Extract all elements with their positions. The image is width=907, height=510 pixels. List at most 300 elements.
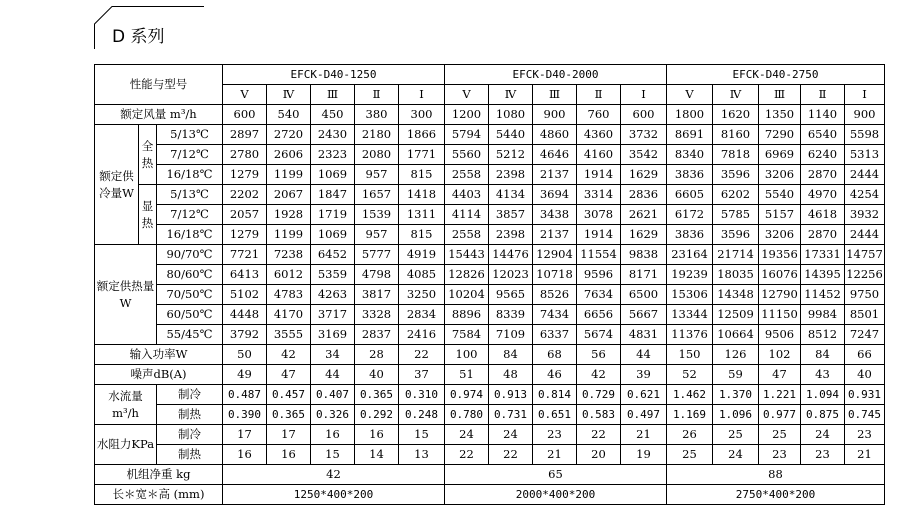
value-cell: 2398 xyxy=(489,165,533,185)
value-cell: 13 xyxy=(399,445,445,465)
value-cell: 0.931 xyxy=(845,385,885,405)
value-cell: 34 xyxy=(311,345,355,365)
value-cell: 16 xyxy=(355,425,399,445)
value-cell: 0.326 xyxy=(311,405,355,425)
value-cell: 5540 xyxy=(759,185,801,205)
value-cell: 6452 xyxy=(311,245,355,265)
value-cell: 2137 xyxy=(533,225,577,245)
value-cell: 2180 xyxy=(355,125,399,145)
value-cell: 10664 xyxy=(713,325,759,345)
level-header: Ⅲ xyxy=(533,85,577,105)
value-cell: 6969 xyxy=(759,145,801,165)
value-cell: 0.814 xyxy=(533,385,577,405)
value-cell: 0.974 xyxy=(445,385,489,405)
cooling-total-row xyxy=(95,165,885,185)
value-cell: 7247 xyxy=(845,325,885,345)
condition-label: 80/60℃ xyxy=(157,265,223,285)
value-cell: 3836 xyxy=(667,225,713,245)
value-cell: 19239 xyxy=(667,265,713,285)
value-cell: 2080 xyxy=(355,145,399,165)
value-cell: 4134 xyxy=(489,185,533,205)
value-cell: 4798 xyxy=(355,265,399,285)
value-cell: 14348 xyxy=(713,285,759,305)
value-cell: 4254 xyxy=(845,185,885,205)
value-cell: 3717 xyxy=(311,305,355,325)
value-cell: 126 xyxy=(713,345,759,365)
value-cell: 3555 xyxy=(267,325,311,345)
value-cell: 0.583 xyxy=(577,405,621,425)
value-cell: 6240 xyxy=(801,145,845,165)
value-cell: 8160 xyxy=(713,125,759,145)
value-cell: 1629 xyxy=(621,225,667,245)
value-cell: 9750 xyxy=(845,285,885,305)
weight-value: 65 xyxy=(445,465,667,485)
value-cell: 3932 xyxy=(845,205,885,225)
value-cell: 39 xyxy=(621,365,667,385)
value-cell: 68 xyxy=(533,345,577,365)
value-cell: 3694 xyxy=(533,185,577,205)
value-cell: 1771 xyxy=(399,145,445,165)
value-cell: 5560 xyxy=(445,145,489,165)
power-label: 输入功率W xyxy=(95,345,223,365)
value-cell: 7238 xyxy=(267,245,311,265)
value-cell: 4085 xyxy=(399,265,445,285)
value-cell: 9565 xyxy=(489,285,533,305)
value-cell: 5667 xyxy=(621,305,667,325)
value-cell: 42 xyxy=(267,345,311,365)
level-header: Ⅱ xyxy=(801,85,845,105)
value-cell: 2444 xyxy=(845,165,885,185)
value-cell: 150 xyxy=(667,345,713,365)
value-cell: 47 xyxy=(759,365,801,385)
value-cell: 5440 xyxy=(489,125,533,145)
value-cell: 0.497 xyxy=(621,405,667,425)
level-header: Ⅴ xyxy=(223,85,267,105)
value-cell: 17 xyxy=(267,425,311,445)
value-cell: 2398 xyxy=(489,225,533,245)
value-cell: 43 xyxy=(801,365,845,385)
value-cell: 4160 xyxy=(577,145,621,165)
weight-value: 88 xyxy=(667,465,885,485)
value-cell: 3328 xyxy=(355,305,399,325)
cooling-sensible-row xyxy=(95,225,885,245)
value-cell: 4860 xyxy=(533,125,577,145)
value-cell: 15 xyxy=(399,425,445,445)
value-cell: 66 xyxy=(845,345,885,365)
value-cell: 300 xyxy=(399,105,445,125)
value-cell: 6337 xyxy=(533,325,577,345)
level-header: Ⅳ xyxy=(713,85,759,105)
condition-label: 16/18℃ xyxy=(157,165,223,185)
value-cell: 17331 xyxy=(801,245,845,265)
level-header: Ⅴ xyxy=(667,85,713,105)
value-cell: 9984 xyxy=(801,305,845,325)
weight-label: 机组净重 kg xyxy=(95,465,223,485)
value-cell: 0.365 xyxy=(267,405,311,425)
value-cell: 1657 xyxy=(355,185,399,205)
value-cell: 2621 xyxy=(621,205,667,225)
value-cell: 957 xyxy=(355,225,399,245)
value-cell: 24 xyxy=(713,445,759,465)
value-cell: 15443 xyxy=(445,245,489,265)
value-cell: 28 xyxy=(355,345,399,365)
value-cell: 14 xyxy=(355,445,399,465)
value-cell: 4970 xyxy=(801,185,845,205)
value-cell: 3206 xyxy=(759,225,801,245)
condition-label: 16/18℃ xyxy=(157,225,223,245)
value-cell: 2323 xyxy=(311,145,355,165)
value-cell: 0.729 xyxy=(577,385,621,405)
model-header: EFCK-D40-1250 xyxy=(223,65,445,85)
value-cell: 6656 xyxy=(577,305,621,325)
value-cell: 15 xyxy=(311,445,355,465)
value-cell: 2870 xyxy=(801,225,845,245)
value-cell: 6605 xyxy=(667,185,713,205)
noise-label: 噪声dB(A) xyxy=(95,365,223,385)
value-cell: 3836 xyxy=(667,165,713,185)
value-cell: 24 xyxy=(801,425,845,445)
value-cell: 0.875 xyxy=(801,405,845,425)
header-row-models xyxy=(95,65,885,85)
water-resistance-label: 水阻力KPa xyxy=(95,425,157,465)
value-cell: 7584 xyxy=(445,325,489,345)
value-cell: 51 xyxy=(445,365,489,385)
value-cell: 7109 xyxy=(489,325,533,345)
value-cell: 16076 xyxy=(759,265,801,285)
value-cell: 2202 xyxy=(223,185,267,205)
value-cell: 1200 xyxy=(445,105,489,125)
level-header: Ⅲ xyxy=(759,85,801,105)
value-cell: 0.292 xyxy=(355,405,399,425)
perf-model-header: 性能与型号 xyxy=(95,65,223,105)
condition-label: 70/50℃ xyxy=(157,285,223,305)
condition-label: 55/45℃ xyxy=(157,325,223,345)
value-cell: 6202 xyxy=(713,185,759,205)
value-cell: 3206 xyxy=(759,165,801,185)
value-cell: 40 xyxy=(355,365,399,385)
value-cell: 16 xyxy=(223,445,267,465)
value-cell: 4618 xyxy=(801,205,845,225)
value-cell: 1.094 xyxy=(801,385,845,405)
value-cell: 3732 xyxy=(621,125,667,145)
value-cell: 900 xyxy=(533,105,577,125)
model-header: EFCK-D40-2000 xyxy=(445,65,667,85)
value-cell: 1418 xyxy=(399,185,445,205)
value-cell: 3314 xyxy=(577,185,621,205)
value-cell: 12509 xyxy=(713,305,759,325)
value-cell: 5794 xyxy=(445,125,489,145)
sensible-heat-label: 显热 xyxy=(139,185,157,245)
value-cell: 5785 xyxy=(713,205,759,225)
spec-table xyxy=(94,64,885,505)
value-cell: 11150 xyxy=(759,305,801,325)
value-cell: 3596 xyxy=(713,225,759,245)
value-cell: 3857 xyxy=(489,205,533,225)
value-cell: 21 xyxy=(533,445,577,465)
model-header: EFCK-D40-2750 xyxy=(667,65,885,85)
value-cell: 600 xyxy=(223,105,267,125)
value-cell: 22 xyxy=(577,425,621,445)
value-cell: 1539 xyxy=(355,205,399,225)
value-cell: 2837 xyxy=(355,325,399,345)
level-header: Ⅳ xyxy=(489,85,533,105)
condition-label: 5/13℃ xyxy=(157,125,223,145)
value-cell: 7634 xyxy=(577,285,621,305)
value-cell: 59 xyxy=(713,365,759,385)
value-cell: 19 xyxy=(621,445,667,465)
value-cell: 4114 xyxy=(445,205,489,225)
value-cell: 8171 xyxy=(621,265,667,285)
value-cell: 56 xyxy=(577,345,621,365)
value-cell: 9838 xyxy=(621,245,667,265)
cooling-total-row xyxy=(95,125,885,145)
value-cell: 1069 xyxy=(311,165,355,185)
water-flow-label: 水流量m³/h xyxy=(95,385,157,425)
value-cell: 24 xyxy=(445,425,489,445)
condition-label: 5/13℃ xyxy=(157,185,223,205)
heating-row xyxy=(95,245,885,265)
power-row xyxy=(95,345,885,365)
water-flow-cool-row xyxy=(95,385,885,405)
value-cell: 4783 xyxy=(267,285,311,305)
value-cell: 23 xyxy=(845,425,885,445)
value-cell: 102 xyxy=(759,345,801,365)
value-cell: 0.651 xyxy=(533,405,577,425)
value-cell: 7290 xyxy=(759,125,801,145)
value-cell: 5598 xyxy=(845,125,885,145)
value-cell: 49 xyxy=(223,365,267,385)
water-flow-heat-row xyxy=(95,405,885,425)
value-cell: 1719 xyxy=(311,205,355,225)
value-cell: 23 xyxy=(801,445,845,465)
level-header: Ⅱ xyxy=(355,85,399,105)
value-cell: 21 xyxy=(621,425,667,445)
weight-value: 42 xyxy=(223,465,445,485)
value-cell: 3169 xyxy=(311,325,355,345)
value-cell: 13344 xyxy=(667,305,713,325)
value-cell: 2834 xyxy=(399,305,445,325)
airflow-label: 额定风量 m³/h xyxy=(95,105,223,125)
value-cell: 1866 xyxy=(399,125,445,145)
value-cell: 6413 xyxy=(223,265,267,285)
value-cell: 84 xyxy=(489,345,533,365)
value-cell: 0.780 xyxy=(445,405,489,425)
value-cell: 11376 xyxy=(667,325,713,345)
value-cell: 12904 xyxy=(533,245,577,265)
value-cell: 0.310 xyxy=(399,385,445,405)
value-cell: 1279 xyxy=(223,225,267,245)
cooling-sensible-row xyxy=(95,185,885,205)
value-cell: 1080 xyxy=(489,105,533,125)
value-cell: 540 xyxy=(267,105,311,125)
value-cell: 18035 xyxy=(713,265,759,285)
value-cell: 12256 xyxy=(845,265,885,285)
value-cell: 815 xyxy=(399,165,445,185)
value-cell: 24 xyxy=(489,425,533,445)
value-cell: 22 xyxy=(445,445,489,465)
value-cell: 1.370 xyxy=(713,385,759,405)
value-cell: 3817 xyxy=(355,285,399,305)
value-cell: 2606 xyxy=(267,145,311,165)
value-cell: 3542 xyxy=(621,145,667,165)
value-cell: 3438 xyxy=(533,205,577,225)
value-cell: 1311 xyxy=(399,205,445,225)
value-cell: 5777 xyxy=(355,245,399,265)
airflow-row xyxy=(95,105,885,125)
value-cell: 6500 xyxy=(621,285,667,305)
value-cell: 1847 xyxy=(311,185,355,205)
condition-label: 60/50℃ xyxy=(157,305,223,325)
value-cell: 0.621 xyxy=(621,385,667,405)
value-cell: 4170 xyxy=(267,305,311,325)
value-cell: 47 xyxy=(267,365,311,385)
value-cell: 2057 xyxy=(223,205,267,225)
value-cell: 0.457 xyxy=(267,385,311,405)
mode-label: 制冷 xyxy=(157,385,223,405)
value-cell: 900 xyxy=(845,105,885,125)
value-cell: 14395 xyxy=(801,265,845,285)
value-cell: 0.365 xyxy=(355,385,399,405)
value-cell: 1.462 xyxy=(667,385,713,405)
value-cell: 3792 xyxy=(223,325,267,345)
value-cell: 10718 xyxy=(533,265,577,285)
dimensions-label: 长＊宽＊高 (mm) xyxy=(95,485,223,505)
value-cell: 1800 xyxy=(667,105,713,125)
mode-label: 制热 xyxy=(157,405,223,425)
value-cell: 1.169 xyxy=(667,405,713,425)
value-cell: 22 xyxy=(399,345,445,365)
value-cell: 14757 xyxy=(845,245,885,265)
value-cell: 8526 xyxy=(533,285,577,305)
value-cell: 25 xyxy=(667,445,713,465)
value-cell: 8501 xyxy=(845,305,885,325)
value-cell: 8691 xyxy=(667,125,713,145)
mode-label: 制冷 xyxy=(157,425,223,445)
value-cell: 1199 xyxy=(267,225,311,245)
value-cell: 6012 xyxy=(267,265,311,285)
dimensions-row xyxy=(95,485,885,505)
value-cell: 10204 xyxy=(445,285,489,305)
value-cell: 760 xyxy=(577,105,621,125)
value-cell: 5359 xyxy=(311,265,355,285)
value-cell: 84 xyxy=(801,345,845,365)
value-cell: 26 xyxy=(667,425,713,445)
value-cell: 37 xyxy=(399,365,445,385)
level-header: Ⅲ xyxy=(311,85,355,105)
noise-row xyxy=(95,365,885,385)
value-cell: 21 xyxy=(845,445,885,465)
value-cell: 957 xyxy=(355,165,399,185)
value-cell: 2870 xyxy=(801,165,845,185)
value-cell: 4448 xyxy=(223,305,267,325)
dimensions-value: 2000*400*200 xyxy=(445,485,667,505)
condition-label: 7/12℃ xyxy=(157,205,223,225)
value-cell: 16 xyxy=(267,445,311,465)
value-cell: 1140 xyxy=(801,105,845,125)
value-cell: 1.096 xyxy=(713,405,759,425)
value-cell: 2780 xyxy=(223,145,267,165)
value-cell: 0.977 xyxy=(759,405,801,425)
value-cell: 450 xyxy=(311,105,355,125)
value-cell: 6172 xyxy=(667,205,713,225)
water-res-cool-row xyxy=(95,425,885,445)
value-cell: 0.407 xyxy=(311,385,355,405)
value-cell: 2720 xyxy=(267,125,311,145)
value-cell: 8512 xyxy=(801,325,845,345)
value-cell: 1.221 xyxy=(759,385,801,405)
heating-row xyxy=(95,265,885,285)
value-cell: 1620 xyxy=(713,105,759,125)
value-cell: 15306 xyxy=(667,285,713,305)
value-cell: 17 xyxy=(223,425,267,445)
value-cell: 1914 xyxy=(577,165,621,185)
value-cell: 3596 xyxy=(713,165,759,185)
value-cell: 1928 xyxy=(267,205,311,225)
value-cell: 2137 xyxy=(533,165,577,185)
mode-label: 制热 xyxy=(157,445,223,465)
value-cell: 0.390 xyxy=(223,405,267,425)
value-cell: 4646 xyxy=(533,145,577,165)
level-header: Ⅴ xyxy=(445,85,489,105)
value-cell: 2558 xyxy=(445,225,489,245)
value-cell: 7434 xyxy=(533,305,577,325)
value-cell: 8339 xyxy=(489,305,533,325)
value-cell: 4831 xyxy=(621,325,667,345)
value-cell: 2067 xyxy=(267,185,311,205)
value-cell: 5212 xyxy=(489,145,533,165)
value-cell: 11554 xyxy=(577,245,621,265)
value-cell: 23 xyxy=(759,445,801,465)
value-cell: 0.913 xyxy=(489,385,533,405)
value-cell: 8896 xyxy=(445,305,489,325)
cooling-total-row xyxy=(95,145,885,165)
value-cell: 0.248 xyxy=(399,405,445,425)
value-cell: 2444 xyxy=(845,225,885,245)
value-cell: 42 xyxy=(577,365,621,385)
value-cell: 2558 xyxy=(445,165,489,185)
dimensions-value: 1250*400*200 xyxy=(223,485,445,505)
level-header: Ⅰ xyxy=(845,85,885,105)
value-cell: 12790 xyxy=(759,285,801,305)
value-cell: 8340 xyxy=(667,145,713,165)
value-cell: 6540 xyxy=(801,125,845,145)
value-cell: 5157 xyxy=(759,205,801,225)
value-cell: 44 xyxy=(311,365,355,385)
value-cell: 14476 xyxy=(489,245,533,265)
value-cell: 0.745 xyxy=(845,405,885,425)
value-cell: 25 xyxy=(759,425,801,445)
cooling-sensible-row xyxy=(95,205,885,225)
value-cell: 2416 xyxy=(399,325,445,345)
value-cell: 48 xyxy=(489,365,533,385)
value-cell: 4263 xyxy=(311,285,355,305)
value-cell: 11452 xyxy=(801,285,845,305)
value-cell: 20 xyxy=(577,445,621,465)
value-cell: 5313 xyxy=(845,145,885,165)
value-cell: 4403 xyxy=(445,185,489,205)
level-header: Ⅱ xyxy=(577,85,621,105)
condition-label: 7/12℃ xyxy=(157,145,223,165)
value-cell: 1279 xyxy=(223,165,267,185)
value-cell: 1629 xyxy=(621,165,667,185)
value-cell: 16 xyxy=(311,425,355,445)
level-header: Ⅳ xyxy=(267,85,311,105)
value-cell: 7721 xyxy=(223,245,267,265)
total-heat-label: 全热 xyxy=(139,125,157,185)
value-cell: 4360 xyxy=(577,125,621,145)
value-cell: 4919 xyxy=(399,245,445,265)
value-cell: 5674 xyxy=(577,325,621,345)
